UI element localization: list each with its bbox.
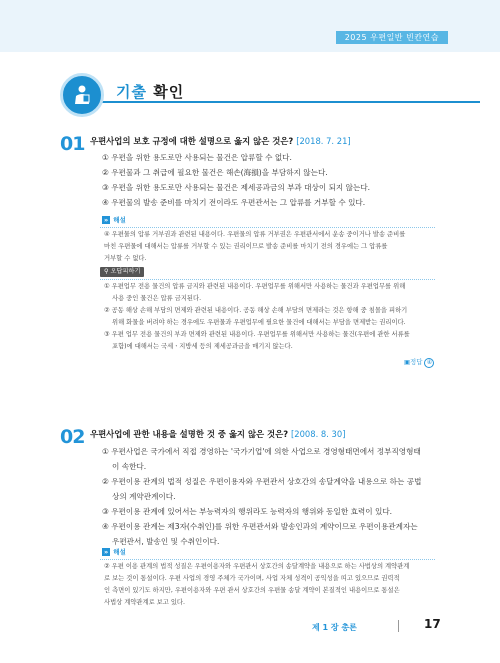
top-band: [0, 0, 500, 52]
q2-options: [102, 444, 462, 549]
explanation-line: ④ 우편물의 압류 거부권과 관련된 내용이다. 우편물의 압류 거부권은 우편관서에서 운송 중이거나 발송 준비를: [104, 231, 406, 238]
page-number: 17: [424, 617, 441, 631]
question-stem-text: 우편사업에 관한 내용을 설명한 것 중 옳지 않은 것은?: [90, 429, 289, 439]
note-line: 위해 화물을 버려야 하는 경우에도 우편물과 우편업무에 필요한 물건에 대해서는 부담을 면제받는 권리이다.: [112, 319, 406, 326]
haeseol-label-text: 해설: [113, 216, 126, 224]
chevron-icon: »: [104, 548, 109, 556]
option: 상의 계약관계이다.: [112, 492, 176, 501]
option: ③ 우편을 위한 용도로만 사용되는 물건은 제세공과금의 부과 대상이 되지 않는다.: [102, 183, 371, 192]
question-1: [60, 133, 460, 155]
explanation-line: 거부할 수 없다.: [104, 255, 147, 262]
note-line: 사용 중인 물건은 압류 금지된다.: [112, 295, 202, 302]
explanation-line: 로 보는 것이 통설이다. 우편 사업의 경영 주체가 국가이며, 사업 자체 성격이 공익성을 띠고 있으므로 권력적: [104, 575, 400, 582]
q1-options: [102, 150, 462, 210]
question-number: 02: [60, 426, 85, 448]
option: ④ 우편물의 발송 준비를 마치기 전이라도 우편관서는 그 압류를 거부할 수 있다.: [102, 198, 366, 207]
footer-chapter: 제 1 장 총론: [312, 623, 357, 632]
section-title: [116, 81, 184, 102]
option: ④ 우편이용 관계는 제3자(수취인)를 위한 우편관서와 발송인과의 계약이므로 우편이용관계자는: [102, 522, 418, 531]
question-2: [60, 426, 460, 448]
answer: [404, 357, 434, 368]
explanation-line: 사법상 계약관계로 보고 있다.: [104, 599, 185, 606]
haeseol-label-text: 해설: [113, 548, 126, 556]
answer-check-icon: ▣: [404, 358, 411, 366]
section-header: [60, 73, 480, 119]
option: 이 속한다.: [112, 462, 147, 471]
chevron-icon: »: [104, 216, 109, 224]
question-stem: [90, 135, 351, 147]
notes-label: [100, 267, 144, 277]
question-source: [2008. 8. 30]: [291, 429, 346, 439]
option: ① 우편을 위한 용도로만 사용되는 물건은 압류할 수 없다.: [102, 153, 292, 162]
option: ② 우편이용 관계의 법적 성질은 우편이용자와 우편관서 상호간의 송달계약을 내용으로 하는 공법: [102, 477, 422, 486]
explanation-line: 마친 우편물에 대해서는 압류를 거부할 수 있는 권리이므로 발송 준비를 마치기 전의 경우에는 그 압류를: [104, 243, 388, 250]
question-source: [2018. 7. 21]: [296, 136, 351, 146]
note-line: ③ 우편 업무 전용 물건의 부과 면제와 관련된 내용이다. 우편업무를 위해서만 사용하는 물건(우편에 관한 서류를: [104, 331, 410, 338]
question-stem-text: 우편사업의 보호 규정에 대한 설명으로 옳지 않은 것은?: [90, 136, 294, 146]
header-tag: 2025 우편일반 빈칸연습: [336, 31, 448, 44]
answer-value: ④: [424, 358, 434, 368]
question-stem: [90, 428, 345, 440]
haeseol-label: [100, 215, 130, 225]
explanation-line: ② 우편 이용 관계의 법적 성질은 우편이용자와 우편관서 상호간의 송달계약을 내용으로 하는 사법상의 계약관계: [104, 563, 410, 570]
q1-wrong-notes: [104, 281, 439, 353]
person-clipboard-icon: [60, 73, 104, 117]
question-number: 01: [60, 133, 85, 155]
q2-explanation: [104, 561, 439, 609]
note-line: ② 공동 해상 손해 부담의 면제와 관련된 내용이다. 공동 해상 손해 부담의 면제라는 것은 항해 중 침몰을 피하기: [104, 307, 408, 314]
divider: [100, 227, 435, 228]
divider: [100, 559, 435, 560]
haeseol-label: [100, 547, 130, 557]
q1-explanation: [104, 229, 439, 265]
note-line: ① 우편업무 전용 물건의 압류 금지와 관련된 내용이다. 우편업무를 위해서만 사용하는 물건과 우편업무를 위해: [104, 283, 406, 290]
note-line: 포함)에 대해서는 국세ㆍ지방세 등의 제세공과금을 매기지 않는다.: [112, 343, 293, 350]
footer-separator: [398, 620, 399, 632]
option: ② 우편물과 그 취급에 필요한 물건은 해손(海損)을 부담하지 않는다.: [102, 168, 328, 177]
option: ③ 우편이용 관계에 있어서는 부능력자의 행위라도 능력자의 행위와 동일한 효력이 있다.: [102, 507, 393, 516]
answer-label: 정답: [410, 358, 423, 366]
section-title-part1: 기출: [116, 83, 147, 101]
option: 우편관서, 발송인 및 수취인이다.: [112, 537, 220, 546]
magnifier-icon: ⚲: [104, 268, 109, 275]
divider: [100, 279, 435, 280]
option: ① 우편사업은 국가에서 직접 경영하는 '국가기업'에 의한 사업으로 경영형태면에서 정부직영형태: [102, 447, 421, 456]
explanation-line: 인 측면이 있기도 하지만, 우편이용자와 우편 관서 상호간의 우편물 송달 계약이 본질적인 내용이므로 통설은: [104, 587, 400, 594]
notes-label-text: 오답피하기: [110, 268, 141, 275]
section-title-part2: 확인: [146, 83, 185, 101]
